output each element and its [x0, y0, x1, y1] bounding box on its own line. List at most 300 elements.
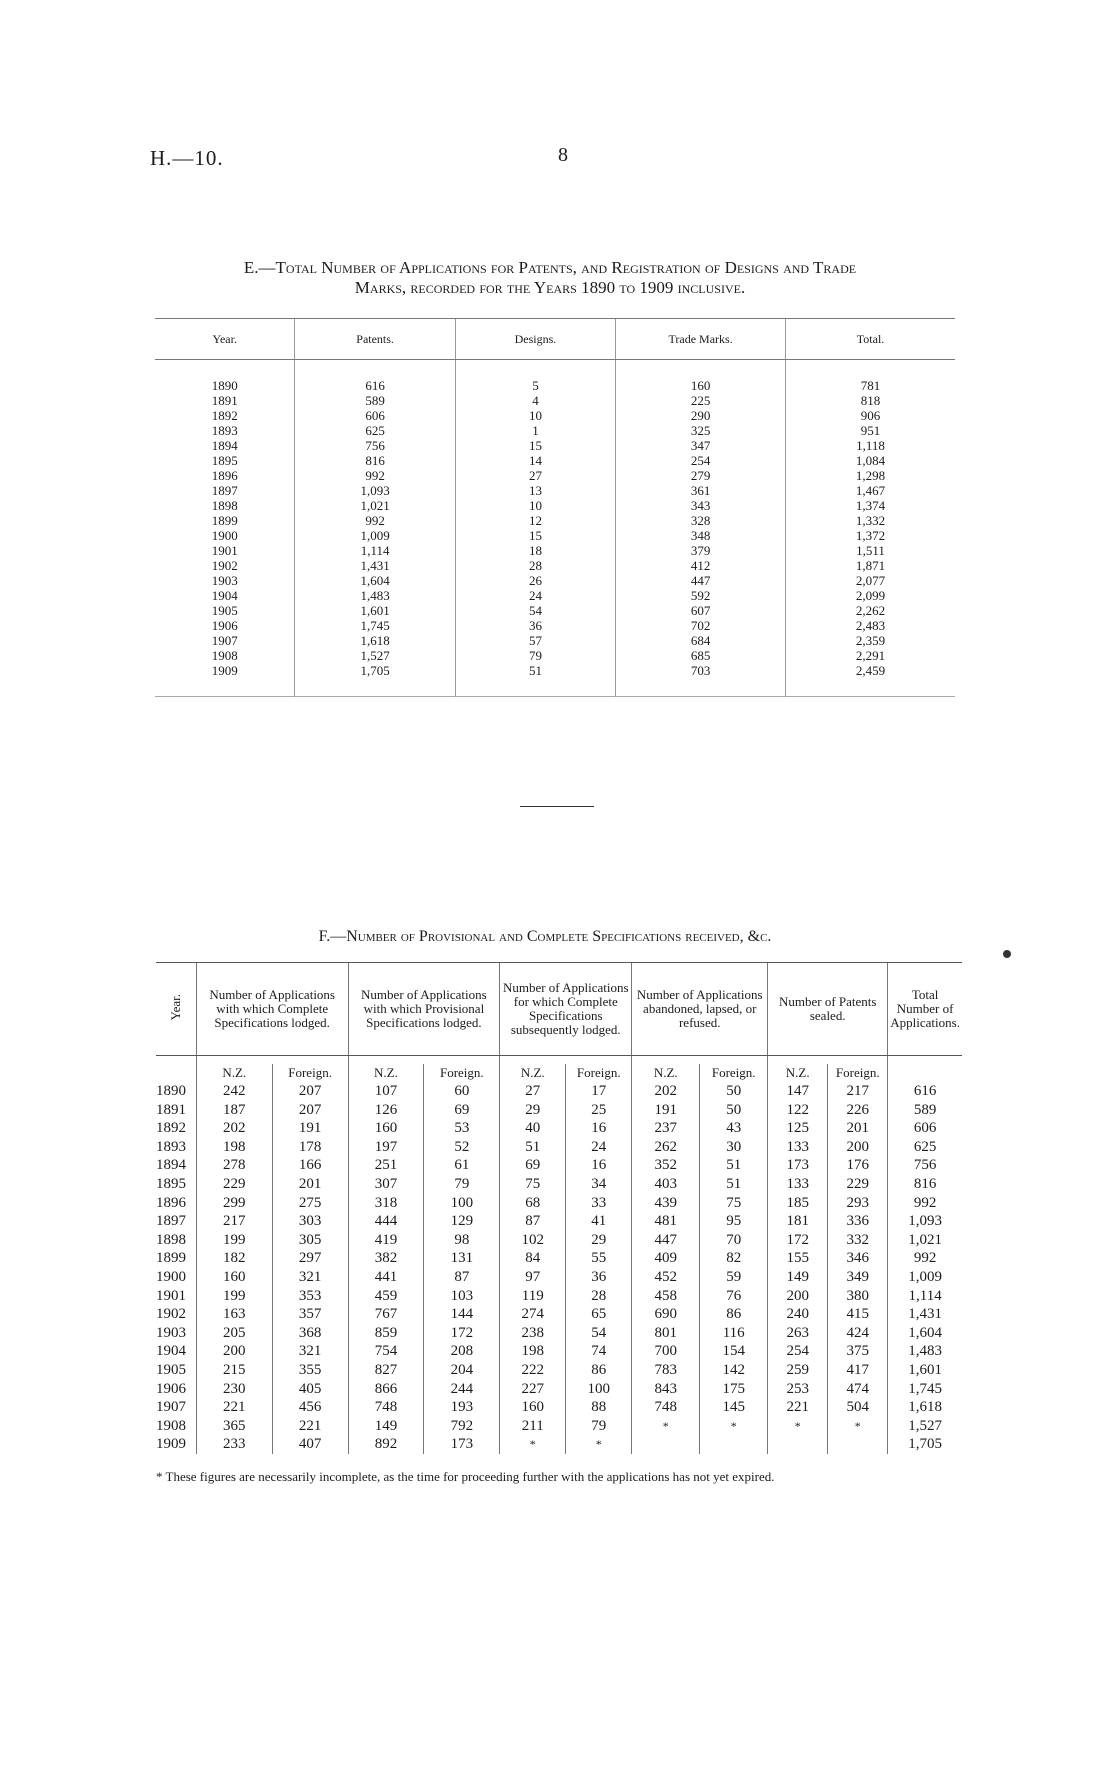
table-cell: 173 [786, 1157, 809, 1174]
table-cell: 1901 [156, 1287, 186, 1304]
table-cell: 30 [726, 1138, 742, 1155]
table-cell: 1 [532, 423, 539, 438]
table-cell: 992 [913, 1250, 937, 1267]
table-cell: 122 [786, 1101, 809, 1118]
table-cell: 237 [654, 1120, 678, 1137]
table-cell: 10 [528, 408, 542, 423]
table-cell: 293 [846, 1194, 869, 1211]
table-cell: 82 [726, 1250, 742, 1267]
header-provisional-specs: Number of Applications with which Provisional Specifications lodged. [348, 963, 500, 1056]
table-cell: 459 [374, 1287, 398, 1304]
table-cell: 97 [525, 1268, 541, 1285]
header-total: Total. [786, 319, 955, 360]
table-cell: 262 [654, 1138, 678, 1155]
table-cell: 1,745 [908, 1380, 942, 1397]
table-cell: 217 [222, 1213, 246, 1230]
table-cell: 240 [786, 1306, 809, 1323]
table-cell: 412 [690, 558, 711, 573]
table-cell: 1901 [211, 543, 238, 558]
subsequent-complete-columns [500, 1056, 632, 1454]
header-patents-sealed: Number of Patents sealed. [768, 963, 888, 1056]
table-cell: 125 [786, 1120, 809, 1137]
table-cell: 1890 [156, 1083, 186, 1099]
table-cell: 754 [374, 1343, 398, 1360]
table-cell: 1893 [156, 1138, 186, 1155]
table-cell: 154 [722, 1343, 745, 1360]
table-cell: 51 [726, 1175, 742, 1192]
table-cell: 100 [450, 1194, 474, 1211]
table-cell [768, 1435, 827, 1454]
table-cell: 65 [591, 1306, 607, 1323]
table-f-title: F.—Number of Provisional and Complete Specifications received, &c. [318, 928, 772, 945]
table-cell: 102 [521, 1231, 544, 1248]
table-cell: 1894 [156, 1157, 186, 1174]
table-cell: 54 [528, 603, 542, 618]
table-cell: 346 [846, 1250, 869, 1267]
header-designs: Designs. [455, 319, 615, 360]
table-cell: 318 [374, 1194, 398, 1211]
table-cell: 2,099 [855, 588, 886, 603]
table-cell: 68 [525, 1194, 541, 1211]
table-cell: 199 [222, 1231, 246, 1248]
table-cell: 328 [690, 513, 711, 528]
table-cell: 84 [525, 1250, 541, 1267]
table-cell: 70 [726, 1231, 742, 1248]
table-cell: 16 [591, 1120, 607, 1137]
table-cell: 160 [690, 378, 711, 393]
table-cell: 1,372 [855, 528, 886, 543]
table-cell: 24 [591, 1138, 607, 1155]
table-cell: 1905 [211, 603, 238, 618]
sub-nz: N.Z. [222, 1065, 247, 1080]
table-cell: 1891 [211, 393, 238, 408]
table-cell: 182 [222, 1250, 246, 1267]
table-cell: 347 [690, 438, 711, 453]
provisional-nz-column [349, 1082, 424, 1454]
table-cell: 1,093 [360, 483, 390, 498]
table-cell: 1904 [211, 588, 238, 603]
table-cell: 405 [298, 1380, 322, 1397]
table-cell: 625 [365, 423, 385, 438]
table-cell: 424 [846, 1324, 869, 1341]
table-cell: 332 [846, 1231, 869, 1248]
table-cell: 222 [521, 1361, 544, 1378]
table-cell: 275 [298, 1194, 322, 1211]
trade-marks-column [616, 360, 786, 697]
table-cell: 149 [786, 1268, 809, 1285]
table-cell: 353 [298, 1287, 322, 1304]
table-cell: 201 [298, 1175, 322, 1192]
table-cell: 60 [454, 1083, 470, 1099]
table-cell: 419 [374, 1231, 398, 1248]
ink-dot [1003, 950, 1011, 958]
table-cell: 52 [454, 1138, 470, 1155]
table-cell: 801 [654, 1324, 678, 1341]
table-cell: 27 [528, 468, 542, 483]
table-cell: 133 [786, 1138, 809, 1155]
table-cell: 357 [298, 1306, 322, 1323]
table-cell: 172 [786, 1231, 809, 1248]
table-cell: 1,527 [908, 1417, 942, 1434]
table-cell: 307 [374, 1175, 398, 1192]
table-cell: 204 [450, 1361, 474, 1378]
subsequent-foreign-column [566, 1082, 631, 1454]
table-cell: 13 [528, 483, 542, 498]
table-cell: 175 [722, 1380, 745, 1397]
table-cell: 1900 [156, 1268, 186, 1285]
table-cell: 233 [222, 1436, 246, 1453]
table-cell: 172 [450, 1324, 474, 1341]
table-cell: 458 [654, 1287, 678, 1304]
table-cell: 163 [222, 1306, 246, 1323]
table-cell: 225 [690, 393, 711, 408]
table-cell: 348 [690, 528, 711, 543]
table-cell: 253 [786, 1380, 809, 1397]
table-cell: 29 [591, 1231, 607, 1248]
table-cell: 155 [786, 1250, 809, 1267]
table-cell: 1904 [156, 1343, 186, 1360]
table-cell: 198 [521, 1343, 544, 1360]
table-cell: 1,118 [856, 438, 885, 453]
table-cell: 10 [528, 498, 542, 513]
table-f [156, 962, 962, 1454]
table-cell: 2,359 [855, 633, 886, 648]
table-cell: 200 [786, 1287, 809, 1304]
table-cell: 230 [222, 1380, 246, 1397]
sub-foreign: Foreign. [576, 1065, 621, 1080]
table-cell: 1,705 [908, 1436, 942, 1453]
table-cell: 1,618 [908, 1399, 942, 1416]
table-cell: 53 [454, 1120, 470, 1137]
table-cell: 702 [690, 618, 711, 633]
table-cell: 1906 [211, 618, 238, 633]
table-cell: 439 [654, 1194, 678, 1211]
table-cell: 1,431 [360, 558, 390, 573]
table-cell: 160 [374, 1120, 398, 1137]
table-cell: 28 [528, 558, 542, 573]
table-cell: 205 [222, 1324, 246, 1341]
table-cell: 1893 [211, 423, 238, 438]
table-cell: 215 [222, 1361, 246, 1378]
table-cell: 1897 [211, 483, 238, 498]
table-cell: 51 [726, 1157, 742, 1174]
table-cell: 187 [222, 1101, 246, 1118]
table-cell: 75 [726, 1194, 742, 1211]
table-cell: 382 [374, 1250, 398, 1267]
table-cell: 452 [654, 1268, 678, 1285]
table-cell: 616 [913, 1083, 937, 1099]
table-cell: 1,431 [908, 1306, 942, 1323]
table-cell: 1,021 [360, 498, 390, 513]
table-cell: 1,009 [908, 1268, 942, 1285]
page-number: 8 [558, 144, 568, 166]
table-cell: 1,745 [360, 618, 390, 633]
table-cell: 355 [298, 1361, 322, 1378]
table-cell: 1899 [211, 513, 238, 528]
table-cell: 415 [846, 1306, 869, 1323]
table-cell: 321 [298, 1268, 322, 1285]
table-cell: 191 [298, 1120, 322, 1137]
provisional-foreign-column [424, 1082, 499, 1454]
table-cell: 299 [222, 1194, 246, 1211]
table-cell: 51 [525, 1138, 541, 1155]
table-cell: 18 [528, 543, 542, 558]
table-cell: 59 [726, 1268, 742, 1285]
table-cell: 1,871 [855, 558, 886, 573]
abandoned-nz-column [632, 1082, 699, 1454]
sealed-foreign-column [828, 1082, 887, 1454]
table-cell: 1892 [156, 1120, 186, 1137]
table-cell: 126 [374, 1101, 398, 1118]
table-cell: 1908 [211, 648, 238, 663]
table-cell: 748 [374, 1399, 398, 1416]
table-cell: 34 [591, 1175, 607, 1192]
table-cell: 1902 [211, 558, 238, 573]
table-cell: 87 [454, 1268, 470, 1285]
table-cell: 79 [591, 1417, 607, 1434]
table-cell: 75 [525, 1175, 541, 1192]
table-cell: 29 [525, 1101, 541, 1118]
table-cell: 589 [365, 393, 385, 408]
table-cell: 700 [654, 1343, 678, 1360]
header-year: Year. [155, 319, 295, 360]
table-cell: 818 [860, 393, 881, 408]
year-column [156, 1056, 196, 1454]
table-cell: 36 [528, 618, 542, 633]
table-cell: 142 [722, 1361, 745, 1378]
table-cell: 12 [528, 513, 542, 528]
table-cell: 756 [913, 1157, 937, 1174]
table-cell: 368 [298, 1324, 322, 1341]
header-patents: Patents. [295, 319, 455, 360]
table-cell: 859 [374, 1324, 398, 1341]
subsequent-nz-column [500, 1082, 565, 1454]
table-cell: 444 [374, 1213, 398, 1230]
table-cell: 50 [726, 1101, 742, 1118]
table-cell: 1,298 [855, 468, 886, 483]
table-cell: 17 [591, 1083, 607, 1099]
table-cell: 607 [690, 603, 711, 618]
table-cell: 816 [913, 1175, 937, 1192]
table-cell: 88 [591, 1399, 607, 1416]
table-cell: 69 [525, 1157, 541, 1174]
table-cell: 481 [654, 1213, 678, 1230]
table-cell: 181 [786, 1213, 809, 1230]
table-cell: 447 [690, 573, 711, 588]
table-cell: 201 [846, 1120, 869, 1137]
table-cell: 1,467 [855, 483, 886, 498]
table-cell: 1903 [156, 1324, 186, 1341]
table-cell: 1898 [211, 498, 238, 513]
table-cell: 28 [591, 1287, 607, 1304]
table-cell: 207 [298, 1101, 322, 1118]
table-cell: 79 [454, 1175, 470, 1192]
sub-foreign: Foreign. [439, 1065, 484, 1080]
table-cell: 160 [222, 1268, 246, 1285]
table-cell: 352 [654, 1157, 678, 1174]
table-cell: 1,618 [360, 633, 390, 648]
table-cell: 263 [786, 1324, 809, 1341]
table-cell: 15 [528, 528, 542, 543]
table-cell: 26 [528, 573, 542, 588]
table-cell: * [662, 1418, 669, 1433]
table-cell: 892 [374, 1436, 398, 1453]
table-cell: 211 [521, 1417, 544, 1434]
table-cell: 199 [222, 1287, 246, 1304]
table-cell: 1895 [211, 453, 238, 468]
table-cell [632, 1435, 699, 1454]
abandoned-columns [632, 1056, 768, 1454]
table-cell: 100 [587, 1380, 611, 1397]
table-cell: 1906 [156, 1380, 186, 1397]
table-cell: 1,084 [855, 453, 886, 468]
table-cell: 1898 [156, 1231, 186, 1248]
table-cell: 173 [450, 1436, 474, 1453]
table-cell: 145 [722, 1399, 745, 1416]
table-cell: 244 [450, 1380, 474, 1397]
table-cell: 202 [654, 1083, 678, 1099]
table-cell: 149 [374, 1417, 398, 1434]
table-cell: 40 [525, 1120, 541, 1137]
table-cell: 625 [913, 1138, 937, 1155]
table-cell: 1905 [156, 1361, 186, 1378]
table-cell: 474 [846, 1380, 869, 1397]
table-cell: 242 [222, 1083, 246, 1099]
table-cell: 1,483 [908, 1343, 942, 1360]
table-cell: 748 [654, 1399, 678, 1416]
sub-foreign: Foreign. [835, 1065, 880, 1080]
table-cell: 147 [786, 1083, 809, 1099]
table-cell: 703 [690, 663, 711, 678]
table-cell: 1895 [156, 1175, 186, 1192]
header-abandoned: Number of Applications abandoned, lapsed, or refused. [632, 963, 768, 1056]
table-cell: 409 [654, 1250, 678, 1267]
table-cell: 278 [222, 1157, 246, 1174]
table-cell: 1900 [211, 528, 238, 543]
table-cell: 767 [374, 1306, 398, 1323]
table-cell: 1896 [156, 1194, 186, 1211]
table-cell: 15 [528, 438, 542, 453]
table-cell: 1907 [156, 1399, 186, 1416]
header-subsequent-complete: Number of Applications for which Complete Specifications subsequently lodged. [500, 963, 632, 1056]
table-cell: 14 [528, 453, 542, 468]
total-applications-column [888, 1056, 962, 1454]
table-cell: 238 [521, 1324, 544, 1341]
table-cell: 129 [450, 1213, 474, 1230]
table-cell: 589 [913, 1101, 937, 1118]
table-cell: 50 [726, 1083, 742, 1099]
table-cell: 325 [690, 423, 711, 438]
table-cell: 144 [450, 1306, 474, 1323]
abandoned-foreign-column [700, 1082, 767, 1454]
table-cell: 55 [591, 1250, 607, 1267]
table-cell: 343 [690, 498, 711, 513]
table-cell: * [595, 1437, 602, 1452]
table-cell: 2,459 [855, 663, 886, 678]
table-e-title-line-1: E.—Total Number of Applications for Patents, and Registration of Designs and Trade [243, 258, 857, 277]
table-cell: 1897 [156, 1213, 186, 1230]
table-cell: 1,601 [360, 603, 390, 618]
section-divider [520, 806, 594, 807]
table-cell: 86 [726, 1306, 742, 1323]
table-cell: 5 [532, 378, 539, 393]
table-cell: 1,332 [855, 513, 886, 528]
table-cell: 336 [846, 1213, 869, 1230]
table-cell: 41 [591, 1213, 607, 1230]
table-cell: 290 [690, 408, 711, 423]
table-cell: 36 [591, 1268, 607, 1285]
sealed-nz-column [768, 1082, 827, 1454]
table-cell: 98 [454, 1231, 470, 1248]
table-cell: 606 [365, 408, 385, 423]
table-cell: 827 [374, 1361, 398, 1378]
table-cell: 116 [722, 1324, 745, 1341]
table-cell: * [794, 1418, 801, 1433]
table-cell: 221 [298, 1417, 322, 1434]
table-cell: 1890 [211, 378, 238, 393]
table-cell: 380 [846, 1287, 869, 1304]
table-cell: 1907 [211, 633, 238, 648]
table-cell: 783 [654, 1361, 678, 1378]
table-cell: 217 [846, 1083, 869, 1099]
table-cell: 2,483 [855, 618, 886, 633]
provisional-specs-columns [348, 1056, 500, 1454]
table-cell: 279 [690, 468, 711, 483]
table-cell: 1909 [211, 663, 238, 678]
table-cell: 200 [222, 1343, 246, 1360]
table-cell: 1,511 [856, 543, 885, 558]
table-cell: 1891 [156, 1101, 186, 1118]
sub-foreign: Foreign. [711, 1065, 756, 1080]
table-cell: 685 [690, 648, 711, 663]
table-cell: * [529, 1437, 536, 1452]
complete-specs-columns [196, 1056, 348, 1454]
header-total-applications: Total Number of Applications. [888, 963, 962, 1056]
table-cell: 365 [222, 1417, 246, 1434]
table-cell: 86 [591, 1361, 607, 1378]
table-cell: 1902 [156, 1306, 186, 1323]
table-cell: 349 [846, 1268, 869, 1285]
table-cell: 274 [521, 1306, 544, 1323]
table-cell: 606 [913, 1120, 937, 1137]
table-cell: 1894 [211, 438, 238, 453]
table-cell: 1,114 [908, 1287, 942, 1304]
table-cell: 221 [786, 1399, 809, 1416]
table-e [155, 318, 955, 697]
table-cell: 69 [454, 1101, 470, 1118]
patents-column [295, 360, 455, 697]
table-cell: 297 [298, 1250, 322, 1267]
total-column [786, 360, 955, 697]
header-year: Year. [156, 963, 196, 1056]
table-cell: 1,021 [908, 1231, 942, 1248]
table-cell: 176 [846, 1157, 869, 1174]
table-cell: 54 [591, 1324, 607, 1341]
table-cell: 24 [528, 588, 542, 603]
table-cell: 447 [654, 1231, 678, 1248]
table-cell: 27 [525, 1083, 541, 1099]
table-cell: 178 [298, 1138, 322, 1155]
table-cell: 592 [690, 588, 711, 603]
table-cell: 305 [298, 1231, 322, 1248]
table-cell: 207 [298, 1083, 322, 1099]
table-cell: 95 [726, 1213, 742, 1230]
table-cell: 1,604 [360, 573, 390, 588]
table-cell: 1,527 [360, 648, 390, 663]
table-cell: * [730, 1418, 737, 1433]
table-e-title-line-2: Marks, recorded for the Years 1890 to 1909 inclusive. [354, 278, 746, 297]
table-cell: 193 [450, 1399, 474, 1416]
